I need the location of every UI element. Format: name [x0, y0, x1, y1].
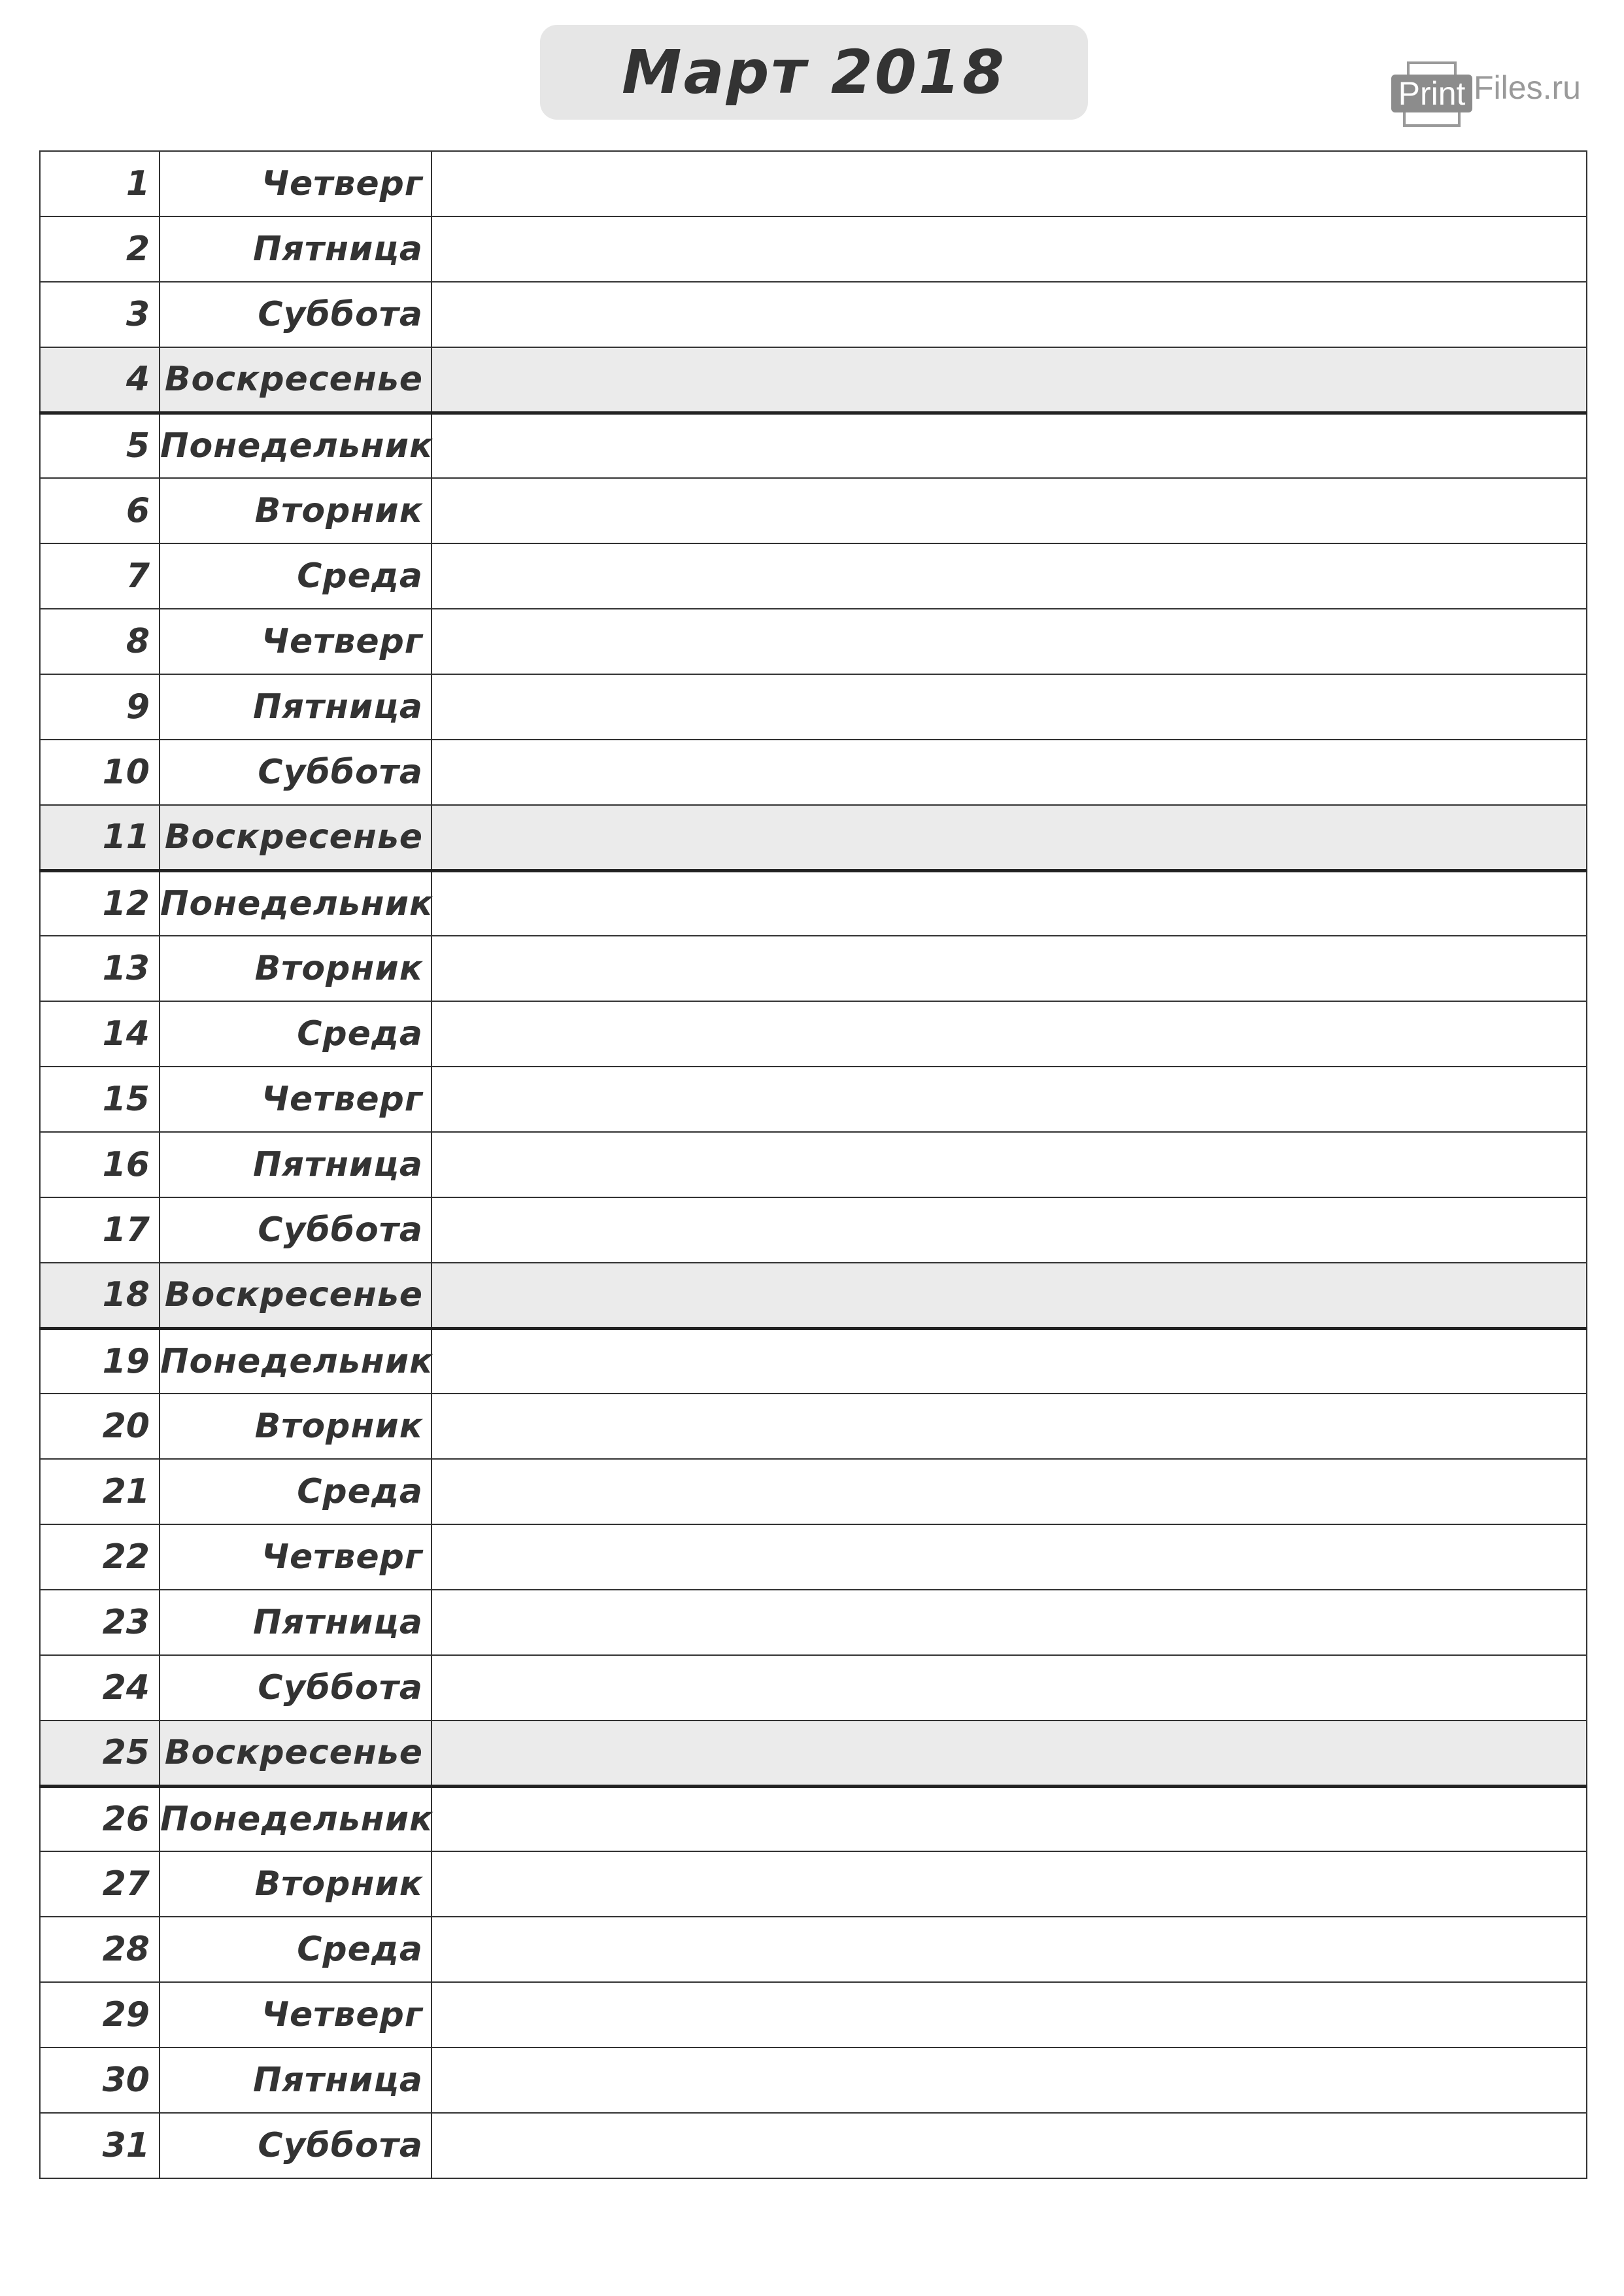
weekday-name: Понедельник — [160, 1328, 431, 1394]
day-number: 23 — [40, 1590, 160, 1655]
day-number: 28 — [40, 1917, 160, 1982]
notes-cell[interactable] — [431, 2113, 1587, 2178]
notes-cell[interactable] — [431, 609, 1587, 674]
day-row — [40, 151, 1587, 216]
day-row — [40, 413, 1587, 478]
day-number: 4 — [40, 347, 160, 413]
day-row — [40, 1001, 1587, 1067]
day-row — [40, 1851, 1587, 1917]
notes-cell[interactable] — [431, 216, 1587, 282]
notes-cell[interactable] — [431, 1067, 1587, 1132]
weekday-name: Воскресенье — [160, 347, 431, 413]
notes-cell[interactable] — [431, 478, 1587, 543]
day-number: 22 — [40, 1524, 160, 1590]
notes-cell[interactable] — [431, 2048, 1587, 2113]
notes-cell[interactable] — [431, 543, 1587, 609]
weekday-name: Понедельник — [160, 870, 431, 936]
notes-cell[interactable] — [431, 1786, 1587, 1851]
day-number: 14 — [40, 1001, 160, 1067]
weekday-name: Среда — [160, 1001, 431, 1067]
weekday-name: Среда — [160, 1917, 431, 1982]
notes-cell[interactable] — [431, 1263, 1587, 1328]
day-row — [40, 1197, 1587, 1263]
notes-cell[interactable] — [431, 1524, 1587, 1590]
day-row — [40, 870, 1587, 936]
weekday-name: Среда — [160, 543, 431, 609]
day-number: 31 — [40, 2113, 160, 2178]
day-number: 21 — [40, 1459, 160, 1524]
weekday-name: Вторник — [160, 478, 431, 543]
month-title-box — [540, 25, 1088, 120]
day-row — [40, 740, 1587, 805]
day-number: 27 — [40, 1851, 160, 1917]
day-number: 10 — [40, 740, 160, 805]
sunday-row — [40, 805, 1587, 870]
weekday-name: Четверг — [160, 1067, 431, 1132]
day-row — [40, 1524, 1587, 1590]
planner-rows — [40, 151, 1587, 2178]
notes-cell[interactable] — [431, 1590, 1587, 1655]
weekday-name: Суббота — [160, 740, 431, 805]
month-title: Март 2018 — [622, 37, 1006, 107]
weekday-name: Понедельник — [160, 413, 431, 478]
notes-cell[interactable] — [431, 1197, 1587, 1263]
notes-cell[interactable] — [431, 1655, 1587, 1721]
sunday-row — [40, 1721, 1587, 1786]
day-row — [40, 1394, 1587, 1459]
weekday-name: Воскресенье — [160, 1721, 431, 1786]
day-number: 11 — [40, 805, 160, 870]
day-number: 25 — [40, 1721, 160, 1786]
notes-cell[interactable] — [431, 1721, 1587, 1786]
day-row — [40, 1982, 1587, 2048]
day-row — [40, 674, 1587, 740]
weekday-name: Суббота — [160, 282, 431, 347]
weekday-name: Четверг — [160, 1982, 431, 2048]
day-row — [40, 609, 1587, 674]
day-row — [40, 1067, 1587, 1132]
weekday-name: Суббота — [160, 2113, 431, 2178]
notes-cell[interactable] — [431, 805, 1587, 870]
printer-icon — [1391, 61, 1472, 127]
weekday-name: Суббота — [160, 1197, 431, 1263]
sunday-row — [40, 347, 1587, 413]
weekday-name: Среда — [160, 1459, 431, 1524]
notes-cell[interactable] — [431, 1851, 1587, 1917]
day-row — [40, 936, 1587, 1001]
weekday-name: Пятница — [160, 216, 431, 282]
notes-cell[interactable] — [431, 936, 1587, 1001]
notes-cell[interactable] — [431, 1001, 1587, 1067]
day-row — [40, 1590, 1587, 1655]
day-row — [40, 478, 1587, 543]
weekday-name: Воскресенье — [160, 805, 431, 870]
day-number: 15 — [40, 1067, 160, 1132]
notes-cell[interactable] — [431, 740, 1587, 805]
weekday-name: Вторник — [160, 936, 431, 1001]
day-row — [40, 1786, 1587, 1851]
day-number: 30 — [40, 2048, 160, 2113]
weekday-name: Пятница — [160, 674, 431, 740]
weekday-name: Четверг — [160, 1524, 431, 1590]
day-row — [40, 2113, 1587, 2178]
notes-cell[interactable] — [431, 1459, 1587, 1524]
day-number: 2 — [40, 216, 160, 282]
day-number: 1 — [40, 151, 160, 216]
day-number: 26 — [40, 1786, 160, 1851]
day-number: 16 — [40, 1132, 160, 1197]
notes-cell[interactable] — [431, 1982, 1587, 2048]
notes-cell[interactable] — [431, 151, 1587, 216]
weekday-name: Вторник — [160, 1394, 431, 1459]
day-number: 24 — [40, 1655, 160, 1721]
notes-cell[interactable] — [431, 870, 1587, 936]
day-number: 5 — [40, 413, 160, 478]
day-row — [40, 2048, 1587, 2113]
day-row — [40, 1655, 1587, 1721]
day-number: 19 — [40, 1328, 160, 1394]
day-row — [40, 543, 1587, 609]
weekday-name: Четверг — [160, 151, 431, 216]
notes-cell[interactable] — [431, 282, 1587, 347]
sunday-row — [40, 1263, 1587, 1328]
weekday-name: Суббота — [160, 1655, 431, 1721]
day-number: 8 — [40, 609, 160, 674]
day-row — [40, 1917, 1587, 1982]
weekday-name: Понедельник — [160, 1786, 431, 1851]
day-number: 6 — [40, 478, 160, 543]
day-row — [40, 1459, 1587, 1524]
notes-cell[interactable] — [431, 347, 1587, 413]
notes-cell[interactable] — [431, 1328, 1587, 1394]
notes-cell[interactable] — [431, 674, 1587, 740]
day-number: 29 — [40, 1982, 160, 2048]
day-number: 9 — [40, 674, 160, 740]
day-number: 12 — [40, 870, 160, 936]
logo-print-text: Print — [1398, 75, 1466, 112]
day-number: 7 — [40, 543, 160, 609]
notes-cell[interactable] — [431, 413, 1587, 478]
day-number: 3 — [40, 282, 160, 347]
day-number: 13 — [40, 936, 160, 1001]
day-row — [40, 1328, 1587, 1394]
day-row — [40, 1132, 1587, 1197]
printfiles-logo — [1391, 61, 1581, 127]
day-number: 18 — [40, 1263, 160, 1328]
weekday-name: Вторник — [160, 1851, 431, 1917]
weekday-name: Воскресенье — [160, 1263, 431, 1328]
weekday-name: Пятница — [160, 1132, 431, 1197]
weekday-name: Пятница — [160, 2048, 431, 2113]
notes-cell[interactable] — [431, 1132, 1587, 1197]
month-planner-table — [39, 150, 1587, 2179]
day-row — [40, 216, 1587, 282]
day-number: 20 — [40, 1394, 160, 1459]
weekday-name: Пятница — [160, 1590, 431, 1655]
day-row — [40, 282, 1587, 347]
notes-cell[interactable] — [431, 1394, 1587, 1459]
weekday-name: Четверг — [160, 609, 431, 674]
notes-cell[interactable] — [431, 1917, 1587, 1982]
day-number: 17 — [40, 1197, 160, 1263]
logo-files-text: Files.ru — [1474, 69, 1581, 106]
